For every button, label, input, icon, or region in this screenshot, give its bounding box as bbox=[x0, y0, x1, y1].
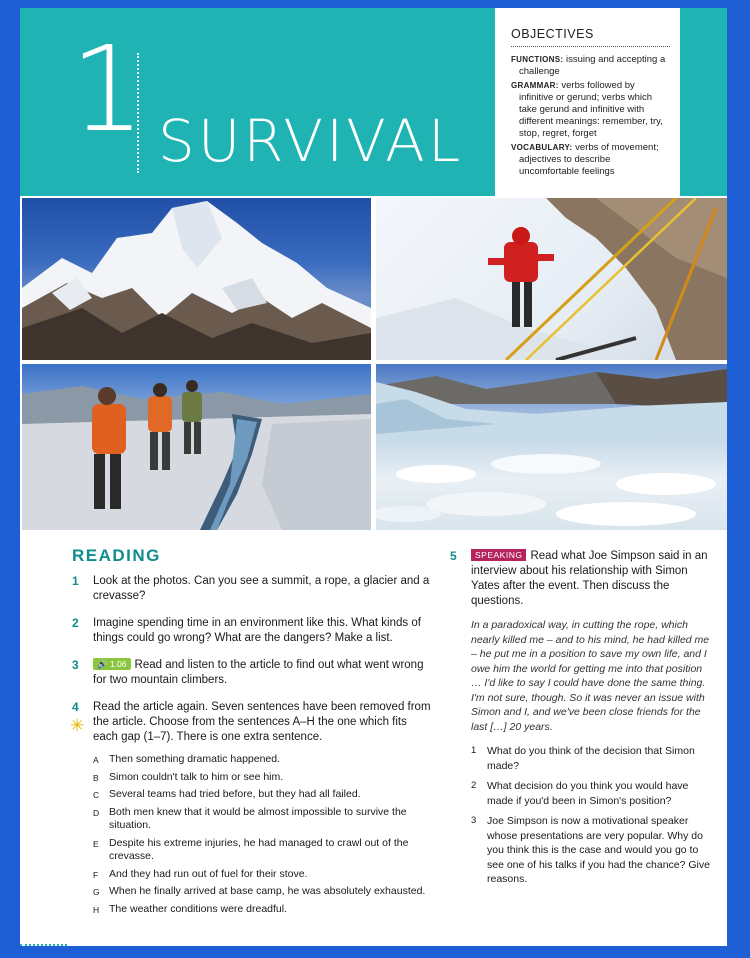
reading-question-3 bbox=[72, 658, 432, 688]
reading-question-1 bbox=[72, 574, 432, 604]
reading-question-4 bbox=[72, 700, 432, 745]
speaking-section bbox=[450, 549, 712, 893]
coursebook-page bbox=[20, 8, 727, 946]
photo-glacier-lake bbox=[376, 364, 727, 530]
sentence-option-b: B Simon couldn't talk to him or see him. bbox=[93, 770, 284, 783]
sentence-option-f: F And they had run out of fuel for their stove. bbox=[93, 867, 308, 880]
photo-mountain-summit bbox=[22, 198, 371, 360]
photo-climber-rope bbox=[376, 198, 727, 360]
interview-quote: In a paradoxical way, in cutting the rope, which nearly killed me – and to his mind, he had killed me – he put me in a position to save my own life, and I owe him the world for getting me into that position … I'd like to say I could have done the same thing. I'm not sure, though. So it was never an issue with Simon and I, and we've been close friends for the last […] 20 years. bbox=[471, 619, 710, 733]
teal-edge-strip bbox=[680, 8, 727, 196]
reading-question-2 bbox=[72, 616, 432, 646]
sentence-option-g: G When he finally arrived at base camp, he was absolutely exhausted. bbox=[93, 885, 426, 897]
question-text: Look at the photos. Can you see a summit, a rope, a glacier and a crevasse? bbox=[93, 575, 430, 602]
exam-task-asterisk-icon: ✳ bbox=[70, 716, 85, 735]
unit-banner bbox=[20, 8, 495, 196]
sentence-option-c: C Several teams had tried before, but they had all failed. bbox=[93, 788, 361, 800]
discussion-question-3: 3 Joe Simpson is now a motivational speaker whose presentations are very popular. Why do you think this is the case and would you go to see one of his talks if you had the chance? Give reasons. bbox=[471, 815, 710, 885]
question-text: Read and listen to the article to find out what went wrong for two mountain climbers. bbox=[93, 659, 424, 686]
objective-grammar: GRAMMAR: verbs followed by infinitive or gerund; verbs which take gerund and infinitive with different meanings: remember, try, stop, regret, forget bbox=[511, 80, 663, 139]
unit-title: SURVIVAL bbox=[158, 107, 464, 175]
photo-glacier-climbers bbox=[22, 364, 371, 530]
question-number: 2 bbox=[72, 616, 79, 630]
footer-dotted-line bbox=[20, 944, 67, 946]
reading-heading: READING bbox=[72, 546, 161, 565]
audio-track-button[interactable]: 🔊 1.06 bbox=[93, 658, 131, 670]
sentence-options-list bbox=[72, 753, 432, 916]
objectives-title: OBJECTIVES bbox=[511, 27, 670, 47]
objective-vocabulary: VOCABULARY: verbs of movement; adjectives to describe uncomfortable feelings bbox=[511, 142, 659, 177]
discussion-question-1: 1 What do you think of the decision that Simon made? bbox=[471, 745, 695, 772]
objectives-box bbox=[497, 8, 680, 196]
question-text: Imagine spending time in an environment like this. What kinds of things could go wrong? What are the dangers? Make a list. bbox=[93, 617, 421, 644]
objective-functions: FUNCTIONS: issuing and accepting a challenge bbox=[511, 54, 666, 77]
sentence-option-a: A Then something dramatic happened. bbox=[93, 753, 281, 765]
speaker-icon: 🔊 bbox=[97, 659, 108, 669]
question-text: Read the article again. Seven sentences have been removed from the article. Choose from the sentences A–H the one which fits each gap (1–7). There is one extra sentence. bbox=[93, 701, 431, 743]
unit-divider bbox=[137, 53, 139, 173]
question-number: 5 bbox=[450, 549, 457, 563]
speaking-badge: SPEAKING bbox=[471, 549, 526, 561]
discussion-question-2: 2 What decision do you think you would have made if you'd been in Simon's position? bbox=[471, 780, 689, 807]
speaking-question-5 bbox=[450, 549, 712, 609]
question-number: 1 bbox=[72, 574, 79, 588]
question-text: Read what Joe Simpson said in an interview about his relationship with Simon Yates after the event. Then discuss the questions. bbox=[471, 550, 708, 607]
reading-section bbox=[72, 546, 432, 920]
sentence-option-h: H The weather conditions were dreadful. bbox=[93, 902, 288, 915]
question-number: 4 bbox=[72, 700, 79, 714]
sentence-option-e: E Despite his extreme injuries, he had managed to crawl out of the crevasse. bbox=[93, 836, 409, 862]
unit-number: 1 bbox=[70, 20, 146, 158]
sentence-option-d: D Both men knew that it would be almost impossible to survive the situation. bbox=[93, 805, 407, 831]
question-number: 3 bbox=[72, 658, 79, 672]
